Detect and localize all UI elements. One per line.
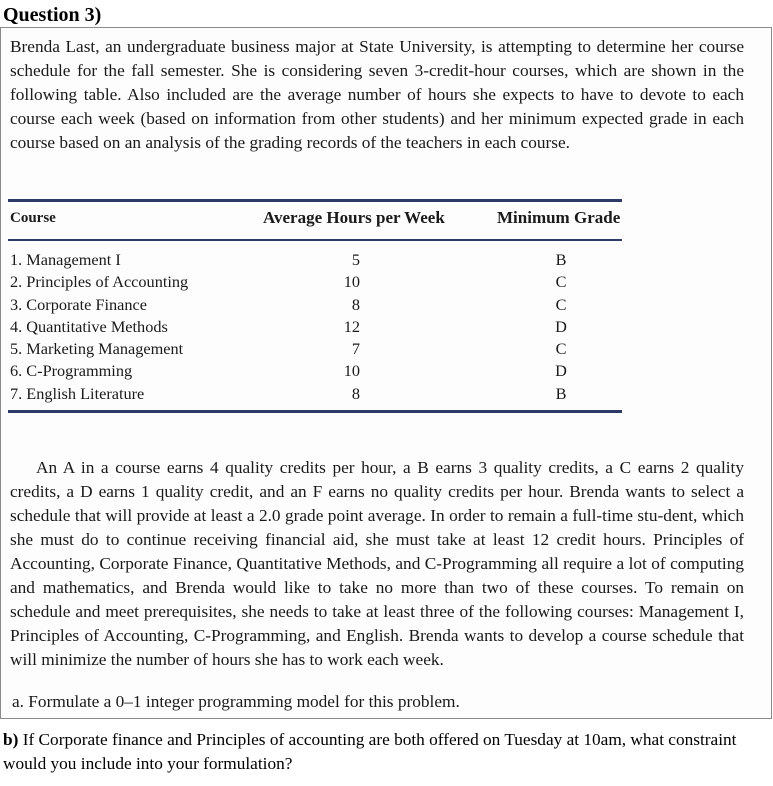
course-grade: D	[555, 316, 567, 336]
table-header-rule	[8, 239, 622, 241]
course-hours: 12	[343, 316, 360, 336]
part-b-prompt	[3, 728, 771, 776]
course-name: 5. Marketing Management	[10, 339, 184, 359]
course-grade: C	[555, 294, 567, 314]
course-grade: D	[555, 361, 567, 381]
table-row	[10, 338, 620, 360]
course-grade: C	[555, 339, 567, 359]
table-row	[10, 316, 620, 338]
table-row	[10, 249, 620, 271]
course-grade: B	[555, 383, 567, 403]
course-table	[10, 249, 620, 405]
table-top-rule	[8, 199, 622, 202]
part-b-text: If Corporate finance and Principles of accounting are both offered on Tuesday at 10am, what constraint would you include into your formulation?	[3, 730, 737, 773]
table-header-course: Course	[10, 210, 56, 226]
table-header-grade: Minimum Grade	[497, 208, 621, 227]
course-name: 1. Management I	[10, 250, 121, 269]
part-b-label: b)	[3, 730, 19, 749]
table-bottom-rule	[8, 410, 622, 413]
course-grade: B	[555, 250, 567, 269]
course-name: 7. English Literature	[10, 383, 145, 403]
part-a-prompt: a. Formulate a 0–1 integer programming model for this problem.	[12, 692, 460, 711]
question-header: Question 3)	[3, 4, 102, 26]
table-row	[10, 360, 620, 382]
course-hours: 8	[351, 294, 360, 314]
course-name: 6. C-Programming	[10, 361, 133, 381]
table-header-hours: Average Hours per Week	[263, 208, 445, 227]
table-row	[10, 294, 620, 316]
course-grade: C	[555, 272, 567, 292]
course-name: 4. Quantitative Methods	[10, 316, 168, 336]
constraints-paragraph: An A in a course earns 4 quality credits per hour, a B earns 3 quality credits, a C earns 2 quality credits, a D earns 1 quality credit, and an F earns no quality credits per hour. Brenda wants to select a schedule that will provide at least a 2.0 grade point average. In order to remain a full-time stu-dent, which she must do to continue receiving financial aid, she must take at least 12 credit hours. Principles of Accounting, Corporate Finance, Quantitative Methods, and C-Programming all require a lot of computing and mathematics, and Brenda would like to take no more than two of these courses. To remain on schedule and meet prerequisites, she needs to take at least three of the following courses: Management I, Principles of Accounting, C-Programming, and English. Brenda wants to develop a course schedule that will minimize the number of hours she has to work each week.	[10, 458, 744, 669]
table-row	[10, 271, 620, 293]
course-hours: 7	[351, 339, 360, 359]
table-row	[10, 383, 620, 405]
course-name: 3. Corporate Finance	[10, 294, 147, 314]
course-hours: 10	[343, 272, 360, 292]
course-hours: 5	[351, 250, 360, 269]
course-hours: 10	[343, 361, 360, 381]
course-hours: 8	[351, 383, 360, 403]
course-name: 2. Principles of Accounting	[10, 272, 189, 292]
intro-paragraph: Brenda Last, an undergraduate business major at State University, is attempting to determine her course schedule for the fall semester. She is considering seven 3-credit-hour courses, which are shown in the following table. Also included are the average number of hours she expects to have to devote to each course each week (based on information from other students) and her minimum expected grade in each course based on an analysis of the grading records of the teachers in each course.	[10, 37, 744, 152]
